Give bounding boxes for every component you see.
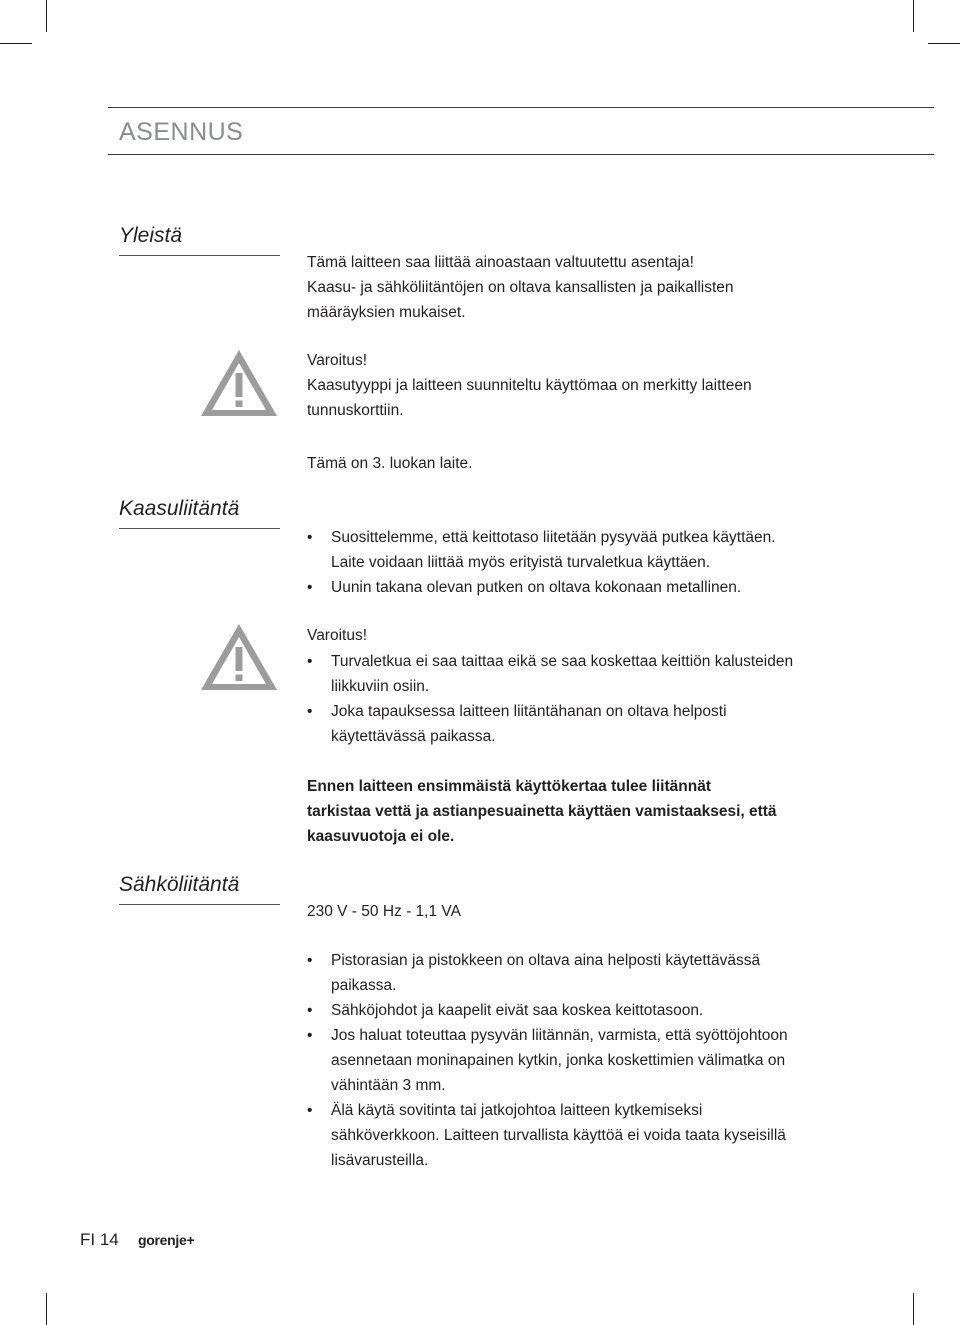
bullet-text: Älä käytä sovitinta tai jatkojohtoa laitteen kytkemiseksi	[331, 1102, 703, 1119]
bullet-text: Suosittelemme, että keittotaso liitetään pysyvää putkea käyttäen.	[331, 529, 776, 546]
text-line: tarkistaa vettä ja astianpesuainetta käyttäen vamistaaksesi, että	[307, 803, 777, 820]
text-line: määräyksien mukaiset.	[307, 304, 466, 321]
text-line: Kaasu- ja sähköliitäntöjen on oltava kansallisten ja paikallisten	[307, 279, 734, 296]
crop-mark	[928, 43, 960, 44]
bullet-text: Pistorasian ja pistokkeen on oltava aina helposti käytettävässä	[331, 952, 761, 969]
bullet-icon: •	[307, 579, 313, 596]
section-rule	[119, 528, 280, 529]
text-line: Tämä laitteen saa liittää ainoastaan valtuutettu asentaja!	[307, 254, 694, 271]
crop-mark	[913, 0, 914, 32]
warning-label: Varoitus!	[307, 627, 368, 644]
bullet-text: Turvaletkua ei saa taittaa eikä se saa koskettaa keittiön kalusteiden	[331, 653, 794, 670]
brand-logo: gorenje+	[138, 1232, 195, 1248]
text-line: Ennen laitteen ensimmäistä käyttökertaa tulee liitännät	[307, 778, 711, 795]
bullet-text: lisävarusteilla.	[331, 1152, 429, 1169]
crop-mark	[46, 1293, 47, 1325]
header-bottom-rule	[108, 154, 934, 155]
text-line: kaasuvuotoja ei ole.	[307, 828, 455, 845]
section-rule	[119, 255, 280, 256]
warning-label: Varoitus!	[307, 352, 368, 369]
bullet-icon: •	[307, 952, 313, 969]
section-rule	[119, 904, 280, 905]
bullet-text: käytettävässä paikassa.	[331, 728, 496, 745]
bullet-text: Laite voidaan liittää myös erityistä turvaletkua käyttäen.	[331, 554, 711, 571]
bullet-icon: •	[307, 653, 313, 670]
section-title-gas: Kaasuliitäntä	[119, 497, 240, 520]
bullet-text: sähköverkkoon. Laitteen turvallista käyttöä ei voida taata kyseisillä	[331, 1127, 786, 1144]
bullet-icon: •	[307, 1027, 313, 1044]
bullet-icon: •	[307, 529, 313, 546]
crop-mark	[0, 43, 32, 44]
bullet-icon: •	[307, 1002, 313, 1019]
header-top-rule	[108, 107, 934, 108]
warning-icon	[198, 621, 280, 693]
text-line: tunnuskorttiin.	[307, 402, 404, 419]
section-title-general: Yleistä	[119, 224, 183, 247]
bullet-text: liikkuviin osiin.	[331, 678, 430, 695]
warning-icon	[198, 347, 280, 419]
bullet-text: asennetaan moninapainen kytkin, jonka koskettimien välimatka on	[331, 1052, 786, 1069]
page-title: ASENNUS	[119, 118, 244, 146]
electric-rating: 230 V - 50 Hz - 1,1 VA	[307, 903, 461, 920]
bullet-icon: •	[307, 1102, 313, 1119]
crop-mark	[913, 1293, 914, 1325]
bullet-text: paikassa.	[331, 977, 397, 994]
bullet-icon: •	[307, 703, 313, 720]
text-line: Kaasutyyppi ja laitteen suunniteltu käyttömaa on merkitty laitteen	[307, 377, 752, 394]
section-title-electric: Sähköliitäntä	[119, 873, 240, 896]
bullet-text: Jos haluat toteuttaa pysyvän liitännän, varmista, että syöttöjohtoon	[331, 1027, 788, 1044]
bullet-text: Sähköjohdot ja kaapelit eivät saa koskea keittotasoon.	[331, 1002, 704, 1019]
class-note: Tämä on 3. luokan laite.	[307, 455, 473, 472]
bullet-text: Joka tapauksessa laitteen liitäntähanan on oltava helposti	[331, 703, 727, 720]
bullet-text: Uunin takana olevan putken on oltava kokonaan metallinen.	[331, 579, 742, 596]
crop-mark	[46, 0, 47, 32]
page-number: FI 14	[80, 1230, 119, 1249]
bullet-text: vähintään 3 mm.	[331, 1077, 446, 1094]
